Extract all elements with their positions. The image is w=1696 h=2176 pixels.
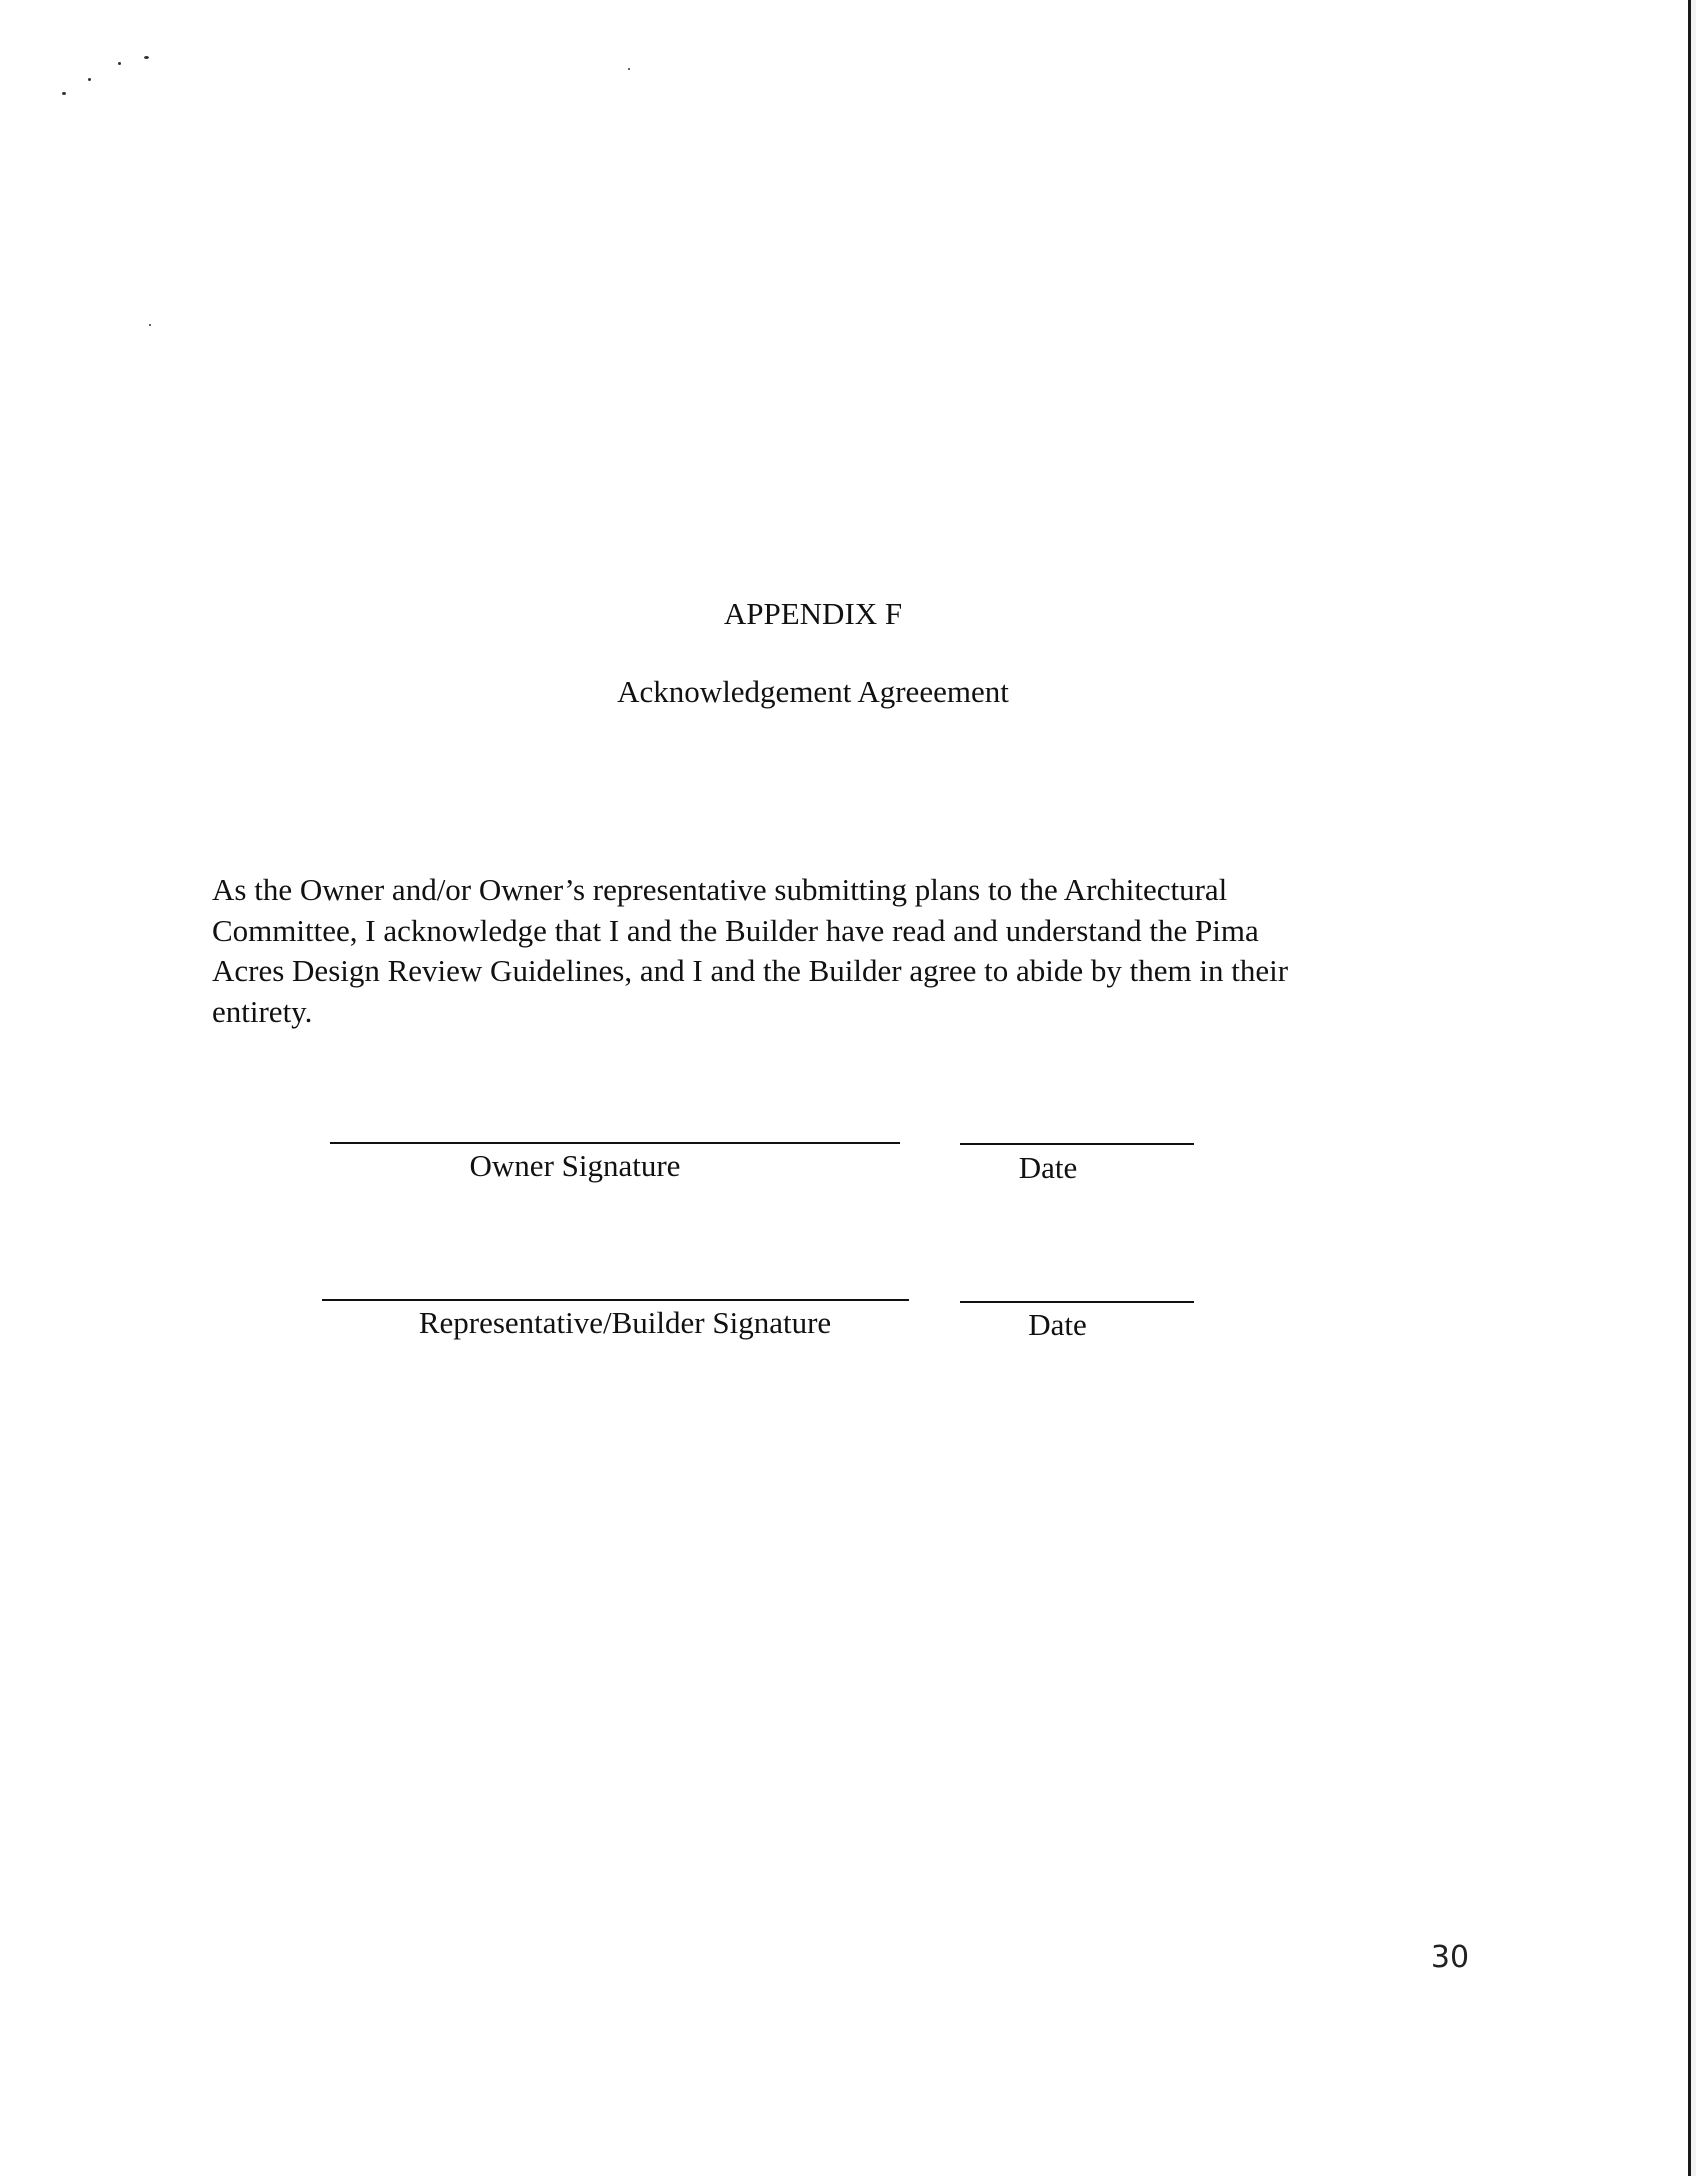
owner-signature-line[interactable]	[330, 1142, 900, 1144]
scan-speck	[149, 324, 151, 326]
page-number: 30	[1430, 1940, 1470, 1975]
scan-speck	[628, 68, 630, 70]
appendix-title: APPENDIX F	[723, 596, 903, 631]
paragraph-line: entirety.	[212, 993, 313, 1029]
paragraph-line: As the Owner and/or Owner’s representative submitting plans to the Architectural	[212, 872, 1228, 907]
acknowledgement-paragraph	[212, 870, 1412, 1032]
scan-speck	[118, 62, 121, 65]
scan-speck	[144, 56, 149, 59]
scan-speck	[62, 92, 66, 95]
paragraph-line: Acres Design Review Guidelines, and I and the Builder agree to abide by them in their	[212, 953, 1289, 988]
page-edge-shadow	[1691, 0, 1696, 2176]
scan-speck	[88, 78, 91, 81]
builder-date-label: Date	[1028, 1307, 1087, 1342]
paragraph-line: Committee, I acknowledge that I and the Builder have read and understand the Pima	[212, 912, 1259, 948]
document-subtitle: Acknowledgement Agreeement	[617, 674, 1009, 709]
owner-signature-label: Owner Signature	[469, 1148, 681, 1183]
owner-date-line[interactable]	[960, 1143, 1194, 1145]
builder-signature-label: Representative/Builder Signature	[418, 1305, 832, 1340]
builder-date-line[interactable]	[960, 1301, 1194, 1303]
owner-date-label: Date	[1018, 1150, 1078, 1185]
builder-signature-line[interactable]	[322, 1299, 909, 1301]
